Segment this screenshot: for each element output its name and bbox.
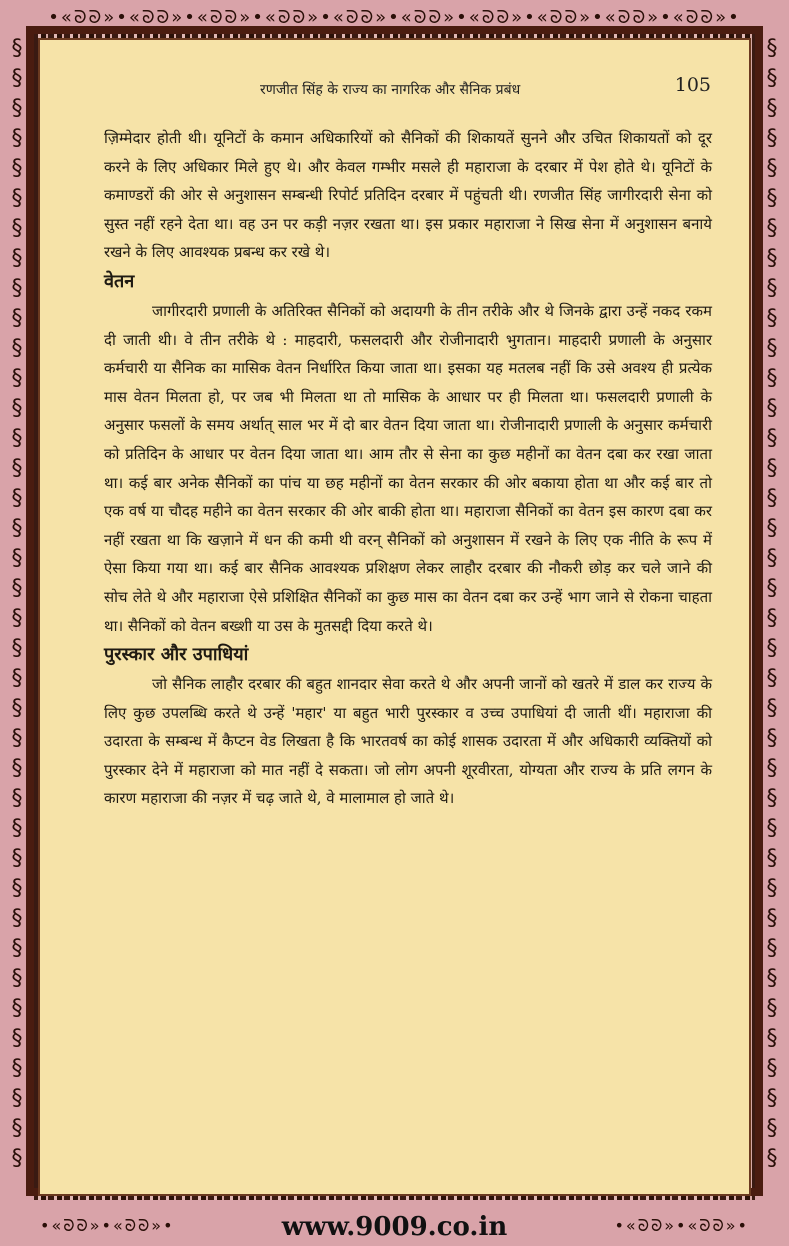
left-border-ornament: § § § § § § § § § § § § § § § § § § § § § § § § § § § § § § § § § § § § § § — [0, 34, 34, 1200]
right-border-ornament: § § § § § § § § § § § § § § § § § § § § § § § § § § § § § § § § § § § § § § — [755, 34, 789, 1200]
paragraph: ज़िम्मेदार होती थी। यूनिटों के कमान अधिकारियों को सैनिकों की शिकायतें सुनने और उचित शिकायतों को दूर करने के लिए अधिकार मिले हुए थे। और केवल गम्भीर मसले ही महाराजा के दरबार में पेश होते थे। यूनिटों के कमाण्डरों की ओर से अनुशासन सम्बन्धी रिपोर्ट प्रतिदिन दरबार में पहुंचती थी। रणजीत सिंह जागीरदारी सेना को सुस्त नहीं रहने देता था। वह उन पर कड़ी नज़र रखता था। इस प्रकार महाराजा ने सिख सेना में अनुशासन बनाये रखने के लिए आवश्यक प्रबन्ध कर रखे थे। — [104, 129, 712, 262]
footer-website: www.9009.co.in — [281, 1212, 508, 1242]
footer-ornament-right: •«ᘐᘐ»•«ᘐᘐ»• — [614, 1216, 749, 1235]
book-page — [38, 38, 751, 1196]
page-number: 105 — [674, 74, 711, 96]
footer-ornament-left: •«ᘐᘐ»•«ᘐᘐ»• — [40, 1216, 175, 1235]
section-heading: वेतन — [104, 270, 135, 292]
top-border-ornament: •«ᘐᘐ»•«ᘐᘐ»•«ᘐᘐ»•«ᘐᘐ»•«ᘐᘐ»•«ᘐᘐ»•«ᘐᘐ»•«ᘐᘐ»•«ᘐᘐ»•«ᘐᘐ»• — [0, 0, 789, 34]
paragraph: जो सैनिक लाहौर दरबार की बहुत शानदार सेवा करते थे और अपनी जानों को खतरे में डाल कर राज्य के लिए कुछ उपलब्धि करते थे उन्हें 'महार' या बहुत भारी पुरस्कार व उच्च उपाधियां दी जाती थीं। महाराजा की उदारता के सम्बन्ध में कैप्टन वेड लिखता है कि भारतवर्ष का कोई शासक उदारता में और अधिकारी व्यक्तियों को पुरस्कार देने में महाराजा को मात नहीं दे सकता। जो लोग अपनी शूरवीरता, योग्यता और राज्य के प्रति लगन के कारण महाराजा की नज़र में चढ़ जाते थे, वे मालामाल हो जाते थे। — [104, 675, 712, 808]
page-header — [40, 74, 753, 104]
paragraph: जागीरदारी प्रणाली के अतिरिक्त सैनिकों को अदायगी के तीन तरीके और थे जिनके द्वारा उन्हें नकद रकम दी जाती थी। वे तीन तरीके थे : माहदारी, फसलदारी और रोजीनादारी भुगतान। माहदारी प्रणाली के अनुसार कर्मचारी या सैनिक का मासिक वेतन निर्धारित किया जाता था। इसका यह मतलब नहीं कि उसे अवश्य ही प्रत्येक मास वेतन मिलता हो, पर जब भी मिलता था तो मासिक के आधार पर ही मिलता था। फसलदारी प्रणाली के अनुसार फसलों के समय अर्थात् साल भर में दो बार वेतन दिया जाता था। रोजीनादारी प्रणाली के अनुसार कर्मचारी को प्रतिदिन के आधार पर वेतन दिया जाता था। आम तौर से सेना का कुछ महीनों का वेतन दबा कर रखा जाता था। कई बार अनेक सैनिकों का पांच या छह महीनों का वेतन सरकार की ओर बकाया होता था और कई बार तो एक वर्ष या चौदह महीने का वेतन सरकार की ओर बाकी होता था। महाराजा सैनिकों का वेतन इस कारण दबा कर नहीं रखता था कि खज़ाने में धन की कमी थी वरन् सैनिकों को अनुशासन में रखने के लिए एक नीति के रूप में ऐसा किया गया था। कई बार सैनिक आवश्यक प्रशिक्षण लेकर लाहौर दरबार की नौकरी छोड़ कर चले जाने की सोच लेते थे और महाराजा ऐसे प्रशिक्षित सैनिकों का कुछ मास का वेतन दबा कर उन्हें भाग जाने से रोकना चाहता था। सैनिकों को वेतन बख्शी या उस के मुतसद्दी दिया करते थे। — [104, 301, 712, 635]
running-title: रणजीत सिंह के राज्य का नागरिक और सैनिक प्रबंध — [260, 82, 521, 98]
section-heading: पुरस्कार और उपाधियां — [104, 644, 249, 666]
page-body — [104, 124, 712, 813]
